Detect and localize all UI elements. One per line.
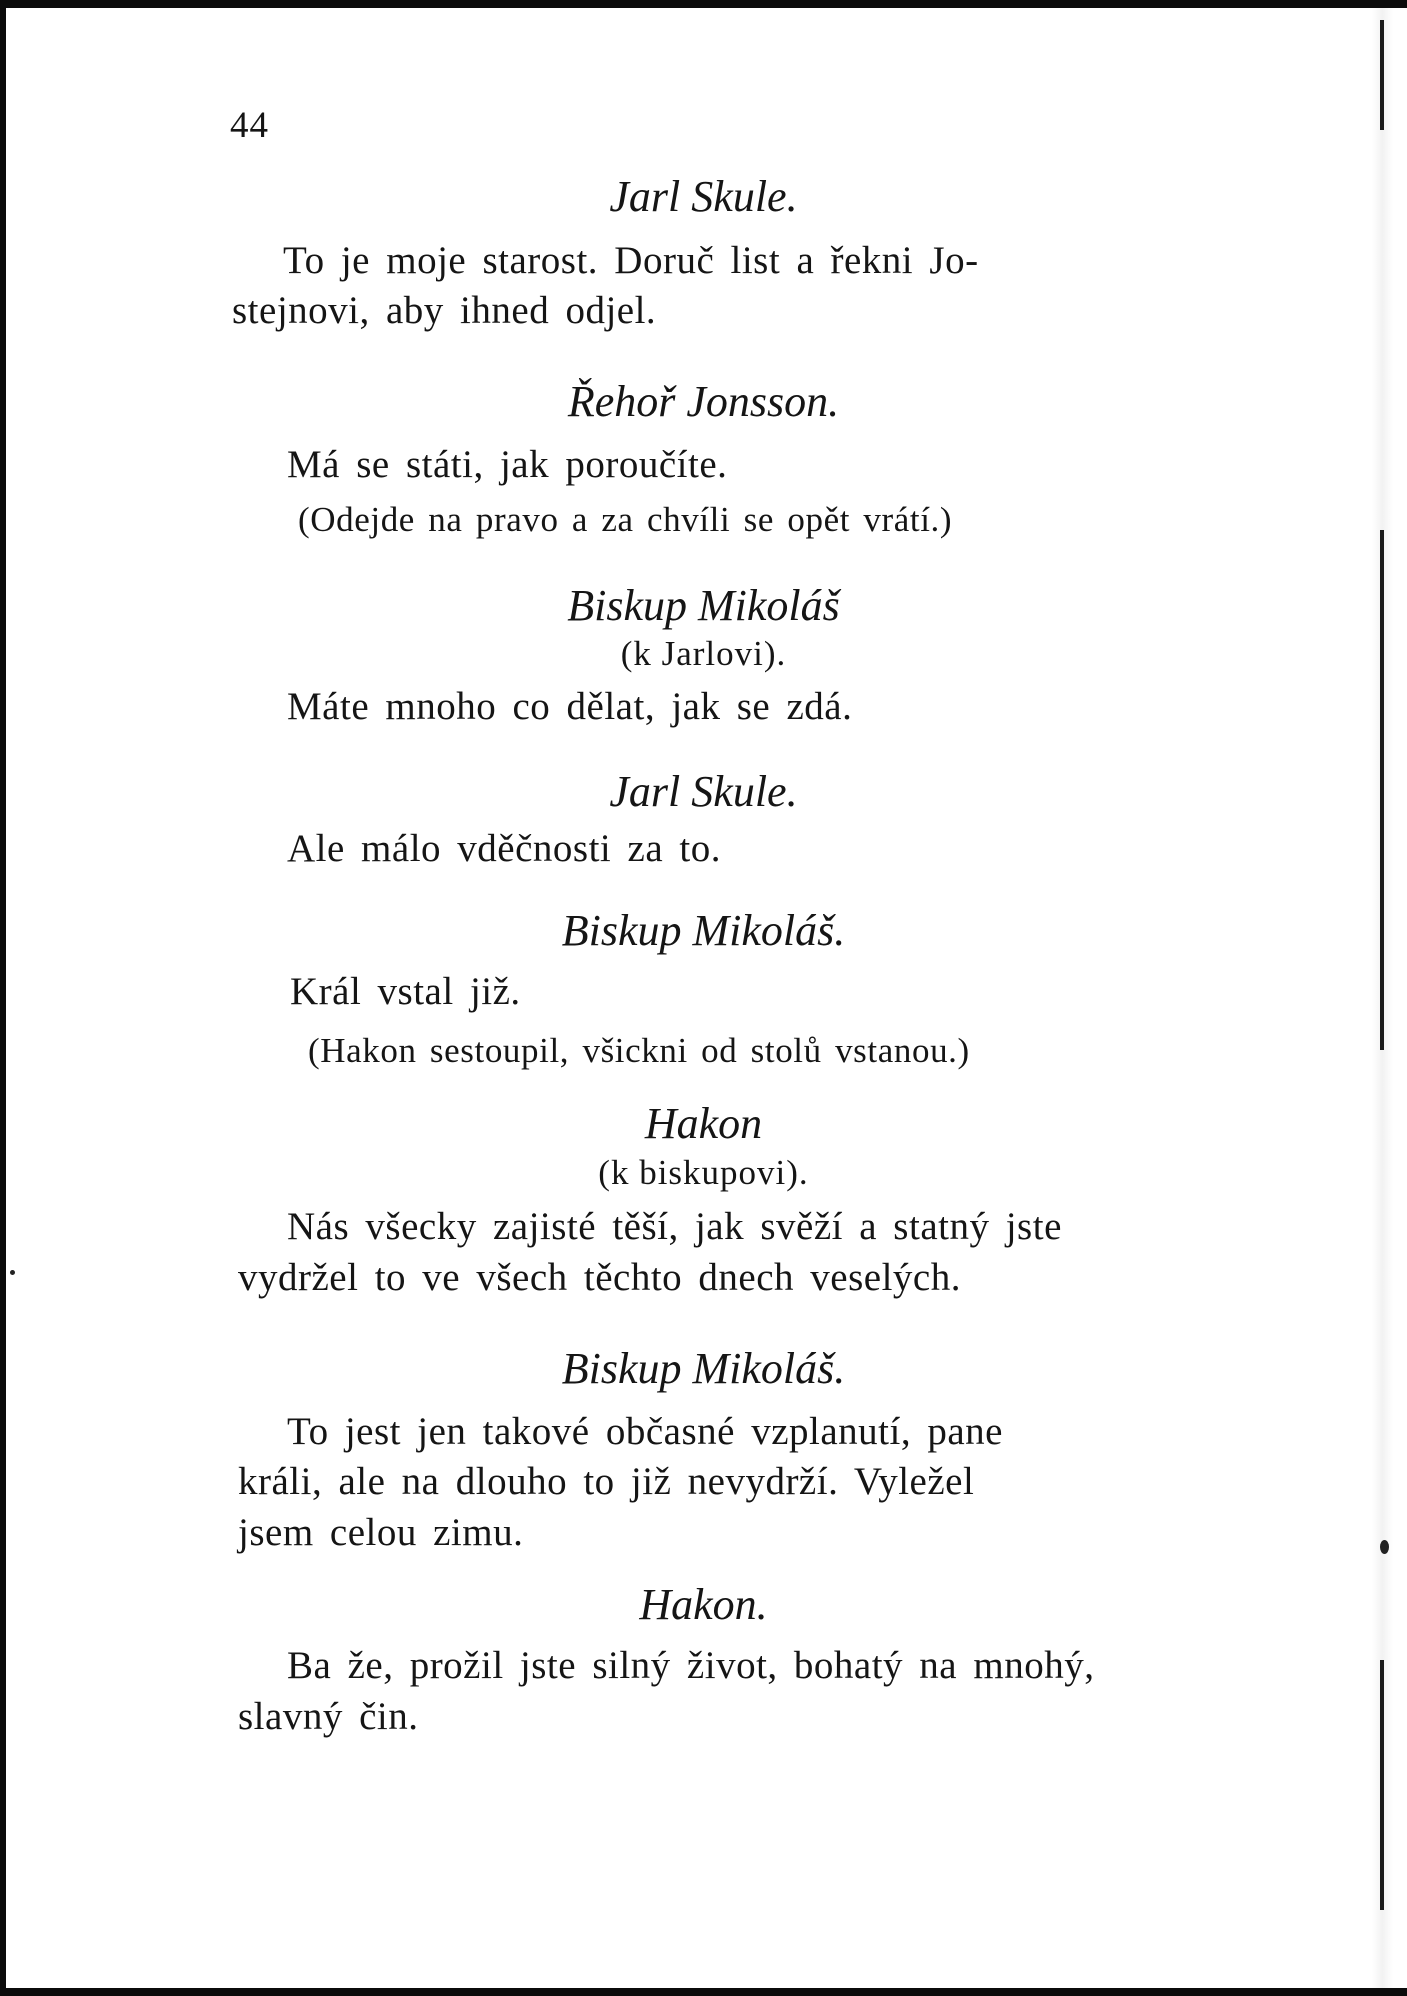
dialogue-line: Král vstal již. — [290, 970, 521, 1013]
dialogue-line: králi, ale na dlouho to již nevydrží. Vyležel — [238, 1460, 975, 1503]
stage-direction: (Odejde na pravo a za chvíli se opět vrátí.) — [298, 500, 953, 539]
dialogue-line: Máte mnoho co dělat, jak se zdá. — [287, 685, 853, 728]
stage-direction: (Hakon sestoupil, všickni od stolů vstanou.) — [308, 1031, 970, 1070]
gutter-shadow — [1380, 20, 1384, 130]
page-gutter — [1372, 8, 1407, 1988]
dialogue-line: Má se státi, jak poroučíte. — [287, 443, 728, 486]
scan-border-left — [0, 0, 6, 1996]
speaker-name: Řehoř Jonsson. — [567, 377, 840, 426]
speaker-direction: (k biskupovi). — [598, 1153, 809, 1192]
scan-speck — [1380, 1540, 1389, 1554]
dialogue-line: slavný čin. — [238, 1695, 419, 1738]
speaker-name: Biskup Mikoláš — [567, 581, 840, 630]
dialogue-line: Ba že, prožil jste silný život, bohatý na mnohý, — [287, 1644, 1095, 1687]
scan-speck — [10, 1270, 15, 1275]
dialogue-line: vydržel to ve všech těchto dnech veselých. — [238, 1256, 961, 1299]
speaker-name: Hakon — [644, 1099, 763, 1148]
scan-border-bottom — [0, 1988, 1407, 1996]
dialogue-line: Nás všecky zajisté těší, jak svěží a statný jste — [287, 1205, 1062, 1248]
dialogue-line: Ale málo vděčnosti za to. — [287, 827, 721, 870]
dialogue-line: To jest jen takové občasné vzplanutí, pane — [287, 1410, 1003, 1453]
speaker-name: Hakon. — [639, 1580, 768, 1629]
speaker-name: Biskup Mikoláš. — [561, 906, 846, 955]
dialogue-line: stejnovi, aby ihned odjel. — [232, 289, 657, 332]
speaker-name: Jarl Skule. — [609, 767, 798, 816]
page-number: 44 — [230, 105, 269, 146]
speaker-direction: (k Jarlovi). — [620, 634, 787, 673]
speaker-name: Jarl Skule. — [609, 172, 798, 221]
dialogue-line: To je moje starost. Doruč list a řekni Jo- — [283, 239, 979, 282]
speaker-name: Biskup Mikoláš. — [561, 1344, 846, 1393]
gutter-shadow — [1380, 1660, 1384, 1910]
dialogue-line: jsem celou zimu. — [238, 1511, 524, 1554]
scan-border-top — [0, 0, 1407, 8]
